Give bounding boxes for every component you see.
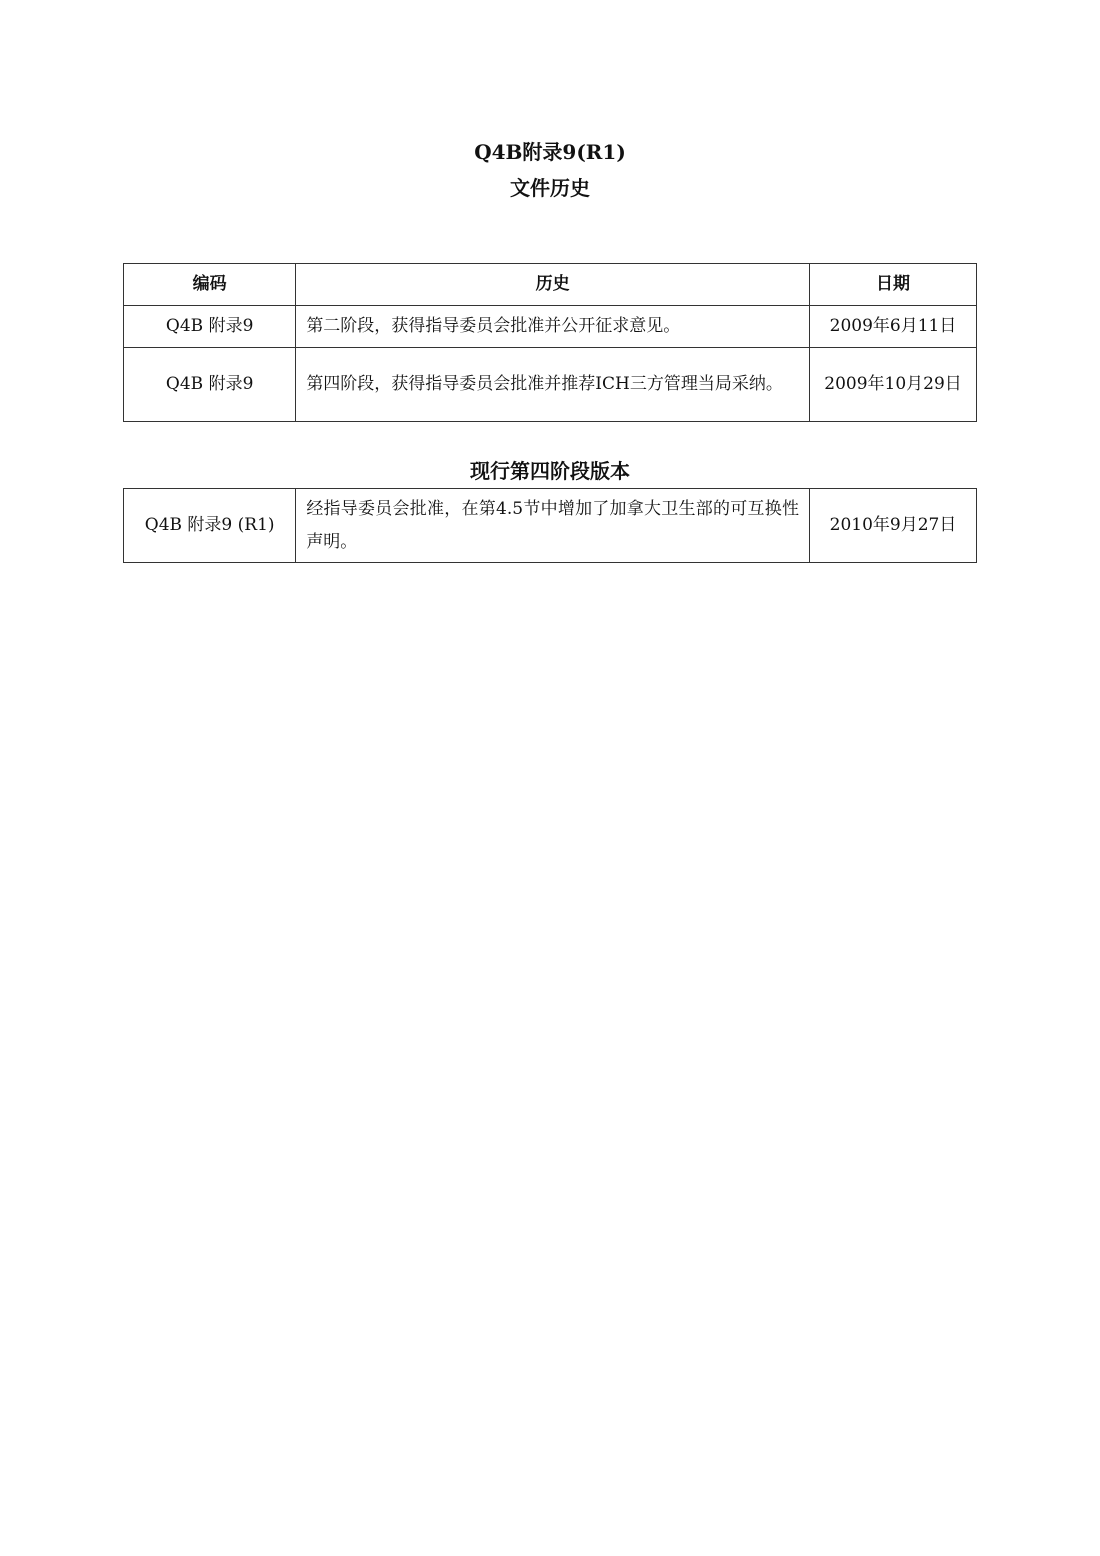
row-date: 2009年10月29日 — [810, 348, 977, 422]
row-history: 第二阶段，获得指导委员会批准并公开征求意见。 — [296, 306, 810, 348]
table-header-row — [124, 264, 977, 306]
table-row — [124, 306, 977, 348]
row-date: 2010年9月27日 — [810, 489, 977, 563]
row-code: Q4B 附录9 (R1) — [124, 489, 296, 563]
header-date: 日期 — [810, 264, 977, 306]
row-history: 经指导委员会批准，在第4.5节中增加了加拿大卫生部的可互换性声明。 — [296, 489, 810, 563]
current-version-table — [123, 488, 977, 563]
row-history: 第四阶段，获得指导委员会批准并推荐ICH三方管理当局采纳。 — [296, 348, 810, 422]
table-row — [124, 348, 977, 422]
document-subtitle: 文件历史 — [510, 176, 590, 200]
row-date: 2009年6月11日 — [810, 306, 977, 348]
header-code: 编码 — [124, 264, 296, 306]
history-table — [123, 263, 977, 422]
row-code: Q4B 附录9 — [124, 306, 296, 348]
current-version-heading: 现行第四阶段版本 — [470, 459, 630, 483]
row-code: Q4B 附录9 — [124, 348, 296, 422]
header-history: 历史 — [296, 264, 810, 306]
document-title: Q4B附录9(R1) — [474, 140, 626, 164]
table-row — [124, 489, 977, 563]
